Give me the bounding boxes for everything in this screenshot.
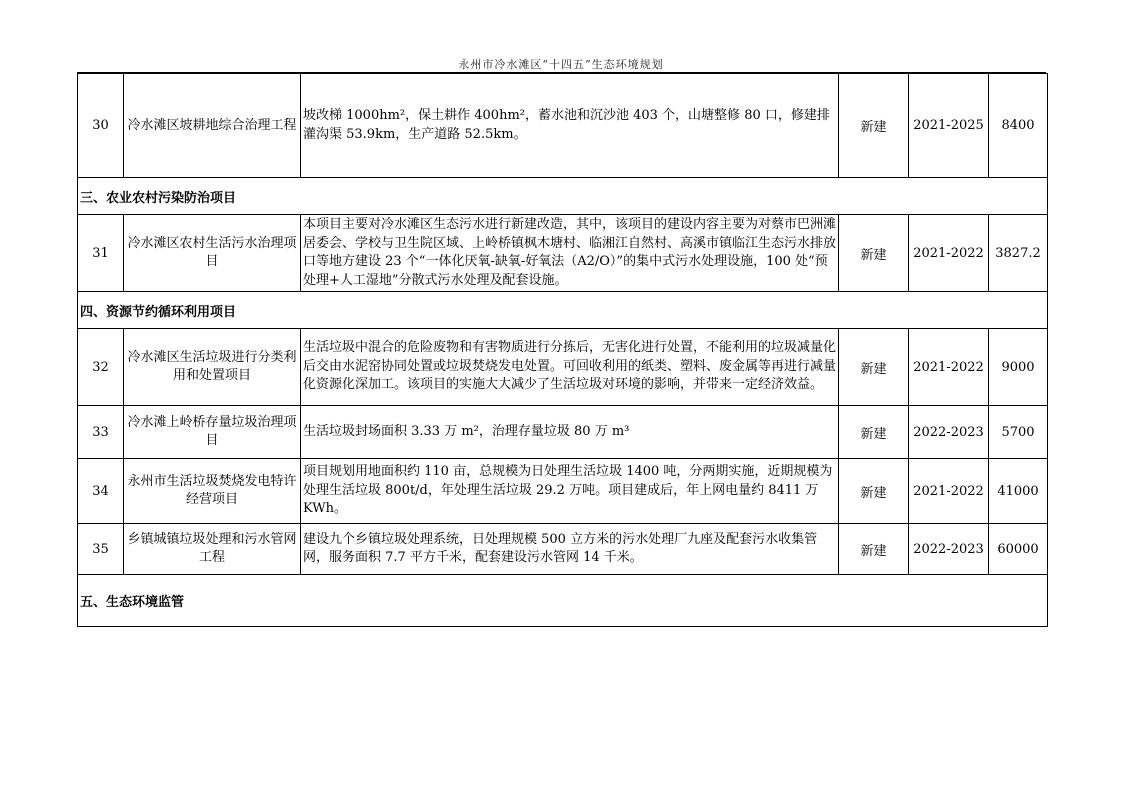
section-title: 五、生态环境监管 [78, 575, 1048, 627]
construction-type: 新建 [839, 74, 909, 178]
construction-period: 2021-2022 [909, 329, 989, 406]
project-name: 冷水滩区坡耕地综合治理工程 [124, 74, 301, 178]
investment-amount: 3827.2 [989, 215, 1048, 292]
construction-period: 2022-2023 [909, 406, 989, 459]
project-content: 生活垃圾中混合的危险废物和有害物质进行分拣后，无害化进行处置，不能利用的垃圾减量化后交由水泥窑协同处置或垃圾焚烧发电处置。可回收利用的纸类、塑料、废金属等再进行减量化资源化深加工。该项目的实施大大减少了生活垃圾对环境的影响，并带来一定经济效益。 [301, 329, 839, 406]
construction-type: 新建 [839, 459, 909, 524]
table-row [78, 524, 1048, 575]
row-number: 31 [78, 215, 124, 292]
project-content: 建设九个乡镇垃圾处理系统，日处理规模 500 立方米的污水处理厂九座及配套污水收集管网，服务面积 7.7 平方千米，配套建设污水管网 14 千米。 [301, 524, 839, 575]
construction-period: 2021-2025 [909, 74, 989, 178]
project-name: 冷水滩区生活垃圾进行分类利用和处置项目 [124, 329, 301, 406]
table-row [78, 329, 1048, 406]
construction-period: 2021-2022 [909, 215, 989, 292]
table-row [78, 74, 1048, 178]
project-content: 坡改梯 1000hm²，保土耕作 400hm²，蓄水池和沉沙池 403 个，山塘整修 80 口，修建排灌沟渠 53.9km，生产道路 52.5km。 [301, 74, 839, 178]
construction-type: 新建 [839, 329, 909, 406]
row-number: 35 [78, 524, 124, 575]
investment-amount: 9000 [989, 329, 1048, 406]
construction-type: 新建 [839, 524, 909, 575]
project-content: 本项目主要对冷水滩区生态污水进行新建改造，其中，该项目的建设内容主要为对蔡市巴洲滩居委会、学校与卫生院区域、上岭桥镇枫木塘村、临湘江自然村、高溪市镇临江生态污水排放口等地方建设 23 个“一体化厌氧-缺氧-好氧法（A2/O）”的集中式污水处理设施，100 处“预处理+人工湿地”分散式污水处理及配套设施。 [301, 215, 839, 292]
row-number: 30 [78, 74, 124, 178]
section-row [78, 178, 1048, 215]
row-number: 32 [78, 329, 124, 406]
investment-amount: 8400 [989, 74, 1048, 178]
project-name: 冷水滩区农村生活污水治理项目 [124, 215, 301, 292]
investment-amount: 60000 [989, 524, 1048, 575]
project-table [77, 73, 1048, 627]
construction-period: 2022-2023 [909, 524, 989, 575]
section-row [78, 292, 1048, 329]
table-row [78, 215, 1048, 292]
project-name: 冷水滩上岭桥存量垃圾治理项目 [124, 406, 301, 459]
project-content: 生活垃圾封场面积 3.33 万 m²，治理存量垃圾 80 万 m³ [301, 406, 839, 459]
table-row [78, 406, 1048, 459]
section-row [78, 575, 1048, 627]
row-number: 33 [78, 406, 124, 459]
construction-type: 新建 [839, 406, 909, 459]
table-row [78, 459, 1048, 524]
investment-amount: 5700 [989, 406, 1048, 459]
construction-period: 2021-2022 [909, 459, 989, 524]
project-name: 乡镇城镇垃圾处理和污水管网工程 [124, 524, 301, 575]
section-title: 三、农业农村污染防治项目 [78, 178, 1048, 215]
construction-type: 新建 [839, 215, 909, 292]
investment-amount: 41000 [989, 459, 1048, 524]
project-name: 永州市生活垃圾焚烧发电特许经营项目 [124, 459, 301, 524]
page-header: 永州市冷水滩区“十四五”生态环境规划 [458, 58, 664, 71]
row-number: 34 [78, 459, 124, 524]
project-content: 项目规划用地面积约 110 亩，总规模为日处理生活垃圾 1400 吨，分两期实施，近期规模为处理生活垃圾 800t/d，年处理生活垃圾 29.2 万吨。项目建成后，年上网电量约 8411 万 KWh。 [301, 459, 839, 524]
section-title: 四、资源节约循环利用项目 [78, 292, 1048, 329]
